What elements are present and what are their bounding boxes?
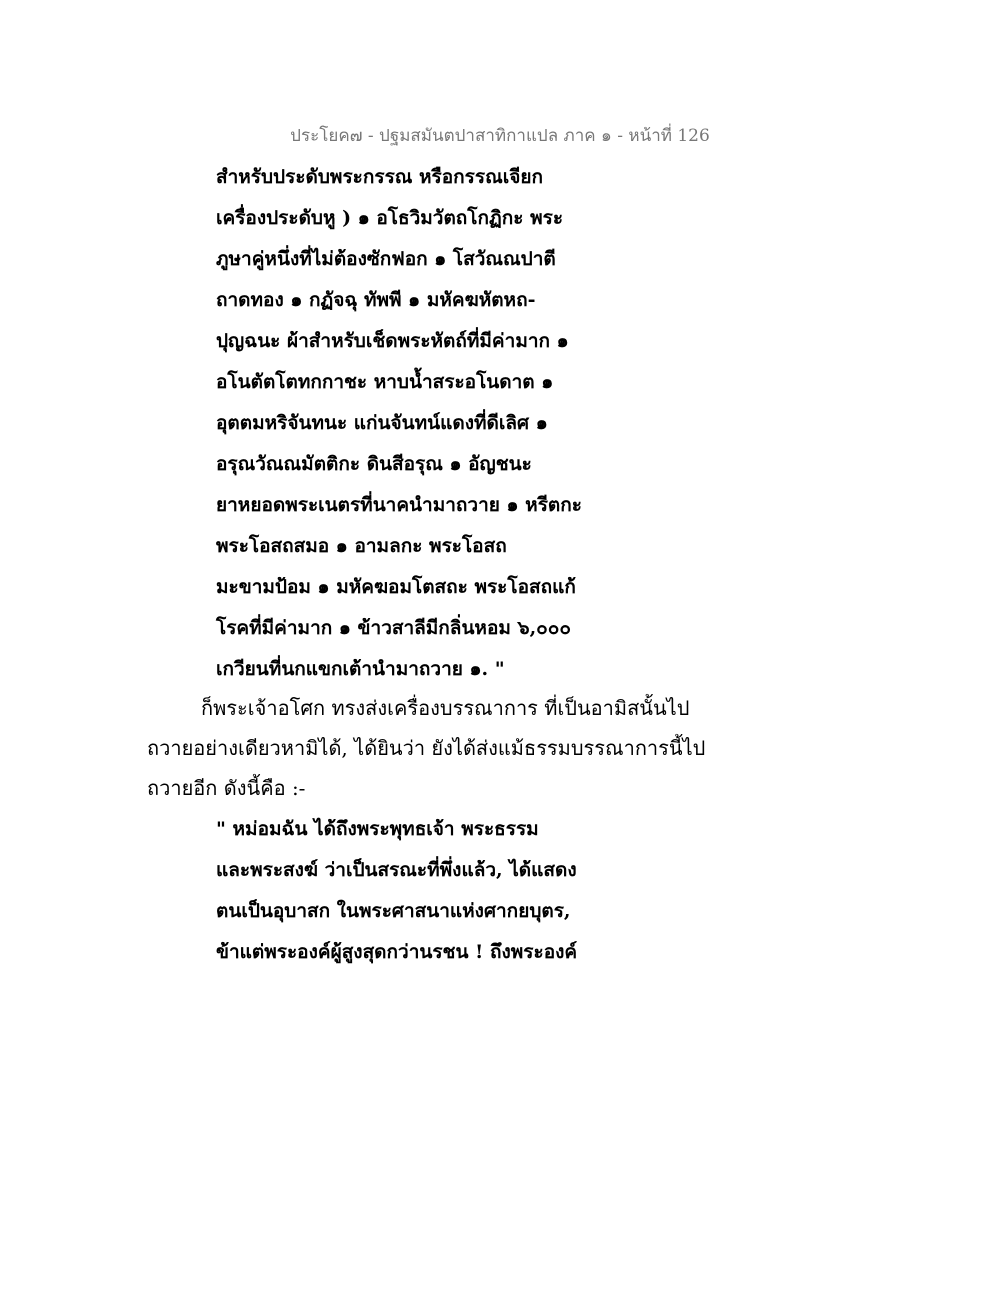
verse-line: เครื่องประดับหู ) ๑ อโธวิมวัตถโกฏิกะ พระ (216, 207, 564, 229)
verse-line: ถาดทอง ๑ กฏัจฉุ ทัพพี ๑ มหัคฆหัตหถ- (216, 289, 536, 311)
verse-line: ตนเป็นอุบาสก ในพระศาสนาแห่งศากยบุตร, (216, 900, 571, 922)
prose-line: ถวายอย่างเดียวหามิได้, ได้ยินว่า ยังได้ส่งแม้ธรรมบรรณาการนี้ไป (147, 736, 706, 760)
verse-line: อรุณวัณณมัตติกะ ดินสีอรุณ ๑ อัญชนะ (216, 453, 532, 475)
prose-line: ถวายอีก ดังนี้คือ :- (147, 776, 306, 800)
prose-line: ก็พระเจ้าอโศก ทรงส่งเครื่องบรรณาการ ที่เป็นอามิสนั้นไป (201, 696, 690, 720)
verse-line: ยาหยอดพระเนตรที่นาคนำมาถวาย ๑ หรีตกะ (216, 494, 582, 516)
verse-line: อโนตัตโตทกกาชะ หาบน้ำสระอโนดาต ๑ (216, 371, 554, 393)
verse-line: อุตตมหริจันทนะ แก่นจันทน์แดงที่ดีเลิศ ๑ (216, 412, 548, 434)
verse-line: โรคที่มีค่ามาก ๑ ข้าวสาลีมีกลิ่นหอม ๖,๐๐๐ (216, 617, 571, 639)
verse-line: ปุญฉนะ ผ้าสำหรับเช็ดพระหัตถ์ที่มีค่ามาก ๑ (216, 330, 569, 352)
page-header: ประโยค๗ - ปฐมสมันตปาสาทิกาแปล ภาค ๑ - หน้าที่ 126 (290, 126, 710, 146)
verse-line: เกวียนที่นกแขกเต้านำมาถวาย ๑. " (216, 658, 505, 680)
verse-line: ข้าแต่พระองค์ผู้สูงสุดกว่านรชน ! ถึงพระองค์ (216, 941, 578, 963)
verse-line: ภูษาคู่หนึ่งที่ไม่ต้องซักฟอก ๑ โสวัณณปาตี (216, 248, 556, 270)
verse-line: พระโอสถสมอ ๑ อามลกะ พระโอสถ (216, 535, 507, 557)
verse-line: " หม่อมฉัน ได้ถึงพระพุทธเจ้า พระธรรม (216, 818, 539, 840)
verse-line: มะขามป้อม ๑ มหัคฆอมโตสถะ พระโอสถแก้ (216, 576, 576, 598)
verse-line: และพระสงฆ์ ว่าเป็นสรณะที่พึ่งแล้ว, ได้แสดง (216, 859, 577, 881)
verse-line: สำหรับประดับพระกรรณ หรือกรรณเจียก (216, 166, 543, 188)
